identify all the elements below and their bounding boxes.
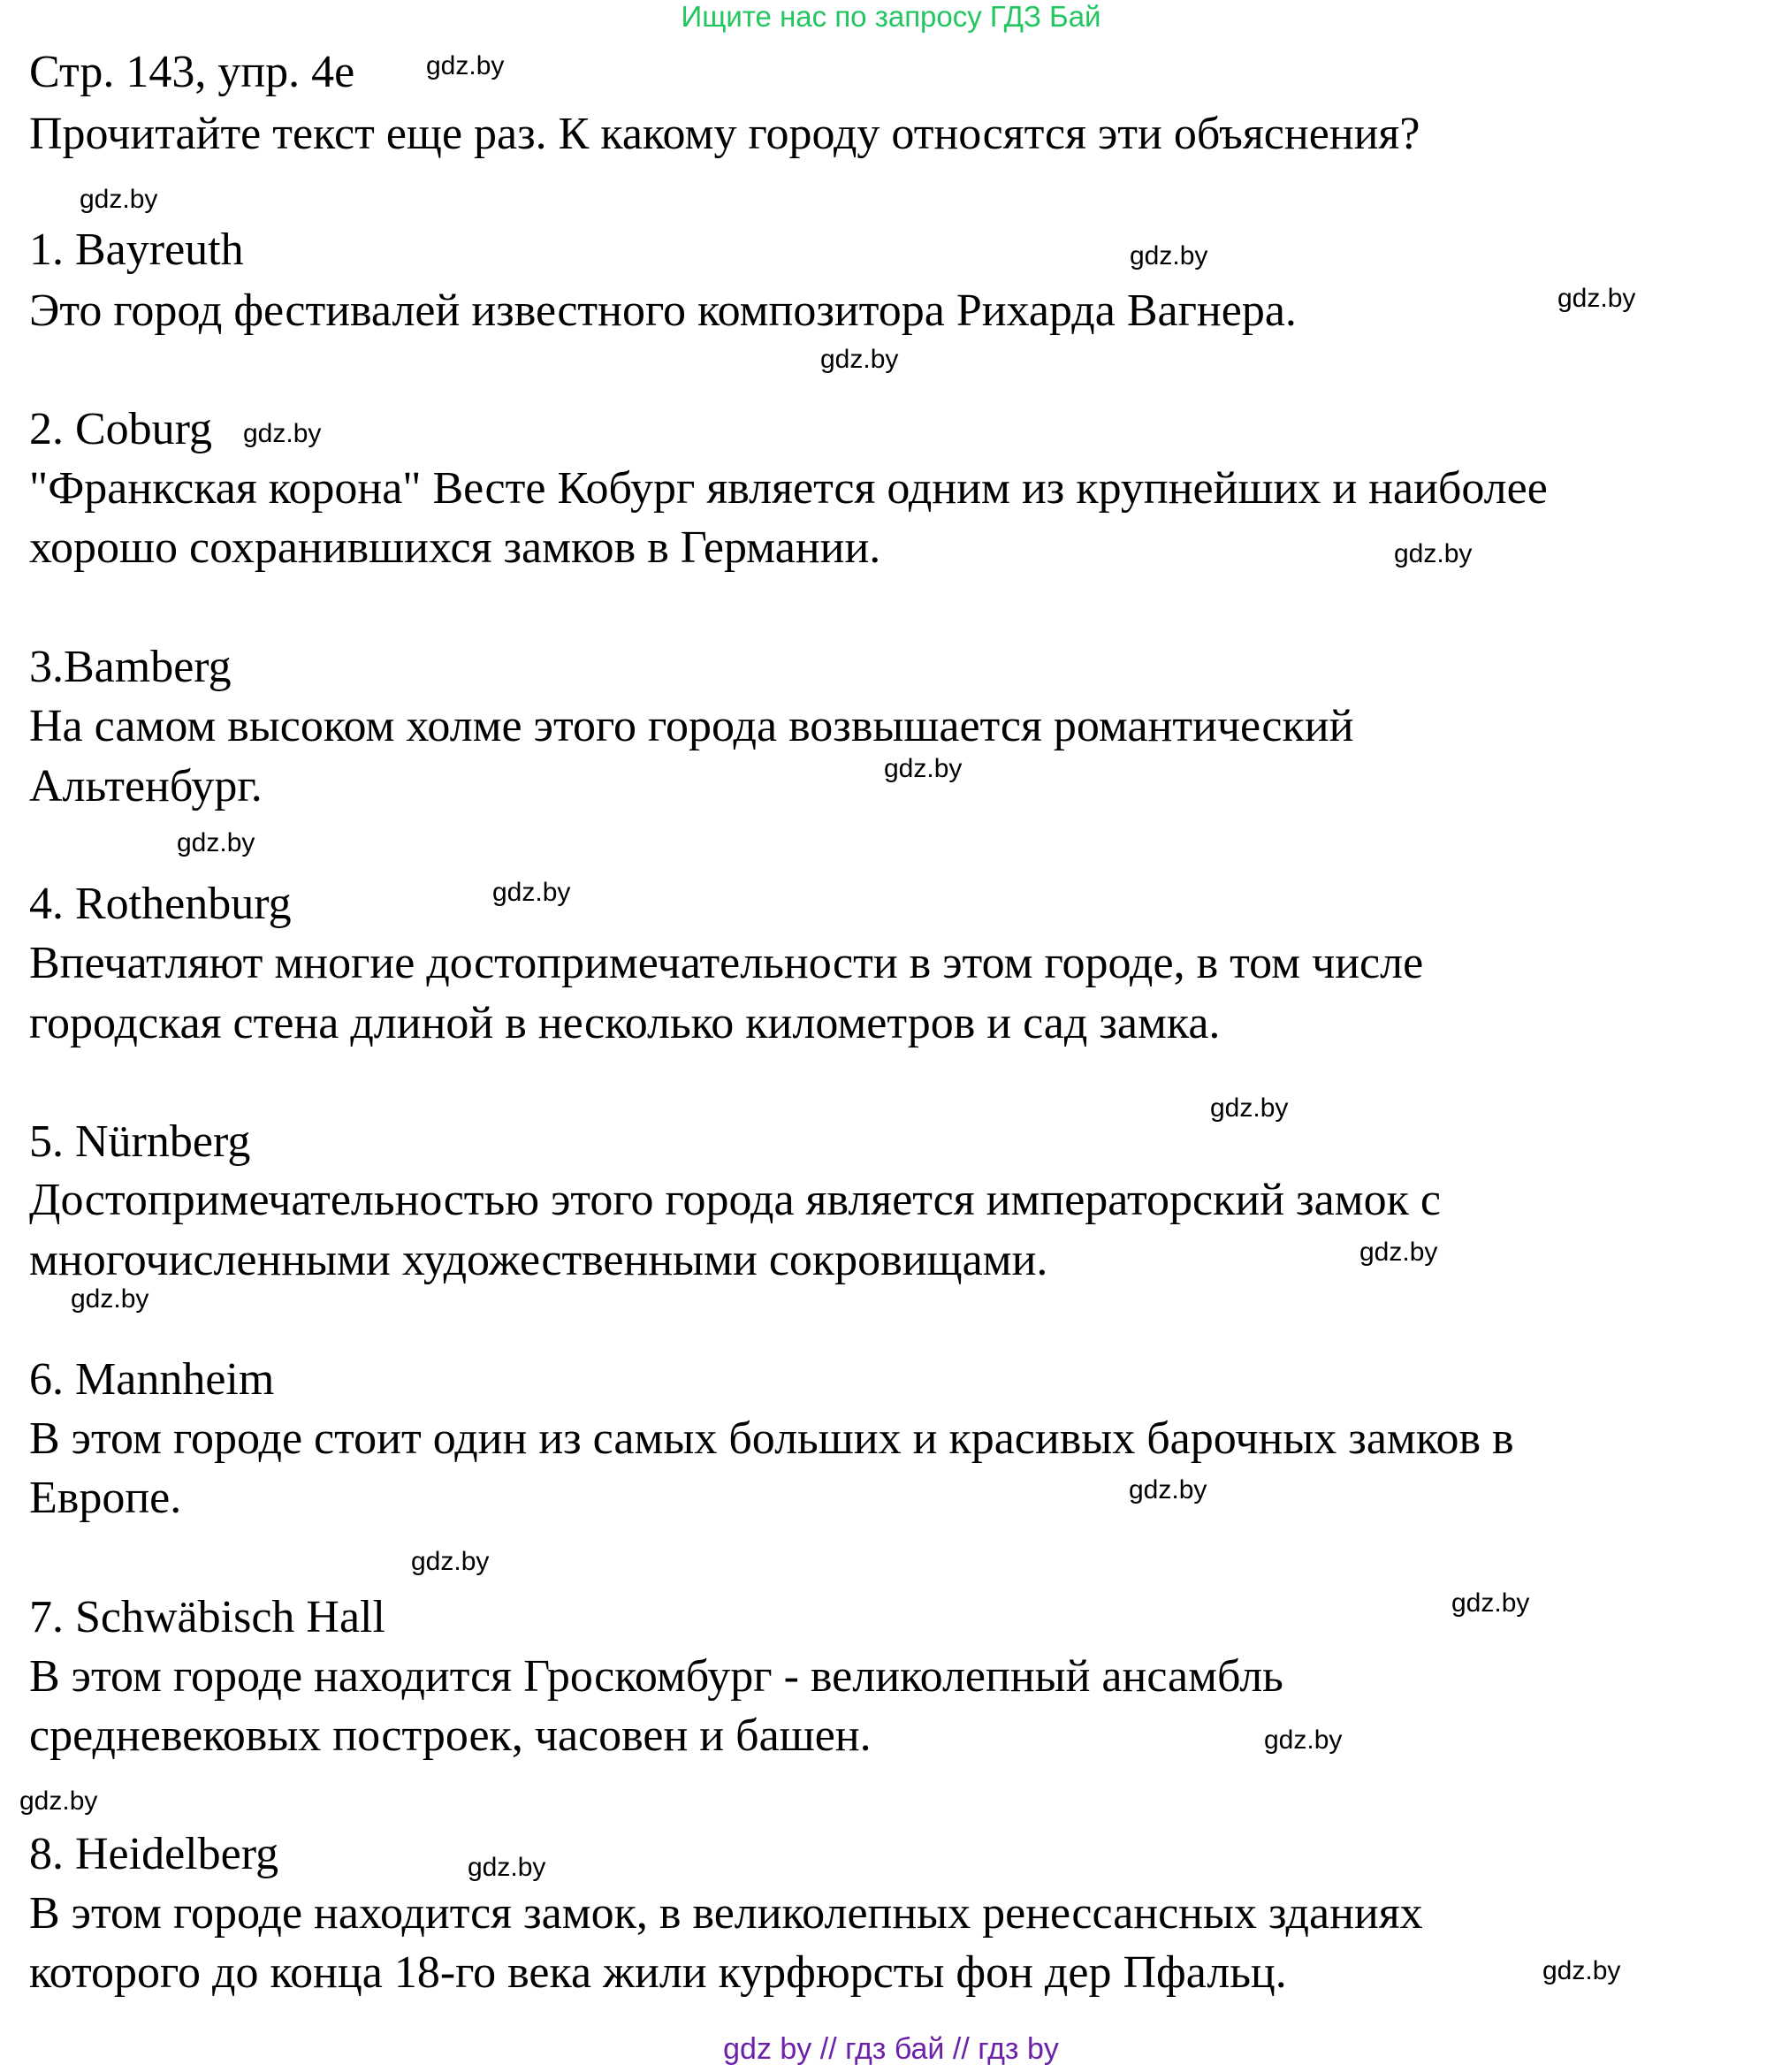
watermark: gdz.by [1264,1725,1343,1755]
item-4-line-1: Впечатляют многие достопримечательности в этом городе, в том числе [29,938,1424,988]
watermark: gdz.by [80,185,158,214]
item-7-title: 7. Schwäbisch Hall [29,1592,385,1642]
item-6-title: 6. Mannheim [29,1354,275,1405]
item-8-line-2: которого до конца 18-го века жили курфюрсты фон дер Пфальц. [29,1947,1287,1998]
watermark: gdz.by [19,1786,98,1816]
watermark: gdz.by [468,1853,546,1882]
item-4-title: 4. Rothenburg [29,879,292,929]
item-4-line-2: городская стена длиной в несколько километров и сад замка. [29,998,1221,1048]
item-2-line-2: хорошо сохранившихся замков в Германии. [29,522,881,573]
watermark: gdz.by [1542,1956,1621,1985]
item-2-line-1: "Франкская корона" Весте Кобург является одним из крупнейших и наиболее [29,463,1548,514]
watermark: gdz.by [426,51,505,80]
item-3-title: 3.Bamberg [29,642,232,692]
watermark: gdz.by [1129,1475,1207,1504]
page-reference: Стр. 143, упр. 4е [29,47,355,97]
watermark: gdz.by [820,345,899,374]
watermark: gdz.by [411,1547,490,1576]
item-7-line-1: В этом городе находится Гроскомбург - великолепный ансамбль [29,1651,1283,1702]
watermark: gdz.by [1394,539,1473,568]
watermark: gdz.by [243,419,322,448]
item-1-line-1: Это город фестивалей известного композитора Рихарда Вагнера. [29,286,1297,336]
watermark: gdz.by [1557,284,1636,313]
item-7-line-2: средневековых построек, часовен и башен. [29,1710,872,1761]
item-8-title: 8. Heidelberg [29,1829,279,1879]
item-5-title: 5. Nürnberg [29,1116,251,1167]
item-3-line-2: Альтенбург. [29,761,263,811]
item-2-title: 2. Coburg [29,404,213,454]
watermark: gdz.by [492,878,571,907]
watermark: gdz.by [71,1284,149,1314]
watermark: gdz.by [177,828,255,857]
item-8-line-1: В этом городе находится замок, в великолепных ренессансных зданиях [29,1888,1423,1939]
watermark: gdz.by [1451,1588,1530,1618]
item-5-line-2: многочисленными художественными сокровищами. [29,1235,1048,1285]
top-search-banner: Ищите нас по запросу ГДЗ Бай [681,0,1101,33]
watermark: gdz.by [1359,1238,1438,1267]
watermark: gdz.by [1210,1093,1289,1123]
footer-links: gdz by // гдз бай // гдз by [723,2032,1059,2066]
item-5-line-1: Достопримечательностью этого города является императорский замок с [29,1175,1441,1225]
item-6-line-1: В этом городе стоит один из самых больших и красивых барочных замков в [29,1413,1514,1464]
item-6-line-2: Европе. [29,1473,182,1523]
watermark: gdz.by [884,754,963,783]
exercise-instruction: Прочитайте текст еще раз. К какому городу относятся эти объяснения? [29,109,1420,159]
item-3-line-1: На самом высоком холме этого города возвышается романтический [29,701,1354,751]
watermark: gdz.by [1130,241,1208,270]
item-1-title: 1. Bayreuth [29,225,244,275]
